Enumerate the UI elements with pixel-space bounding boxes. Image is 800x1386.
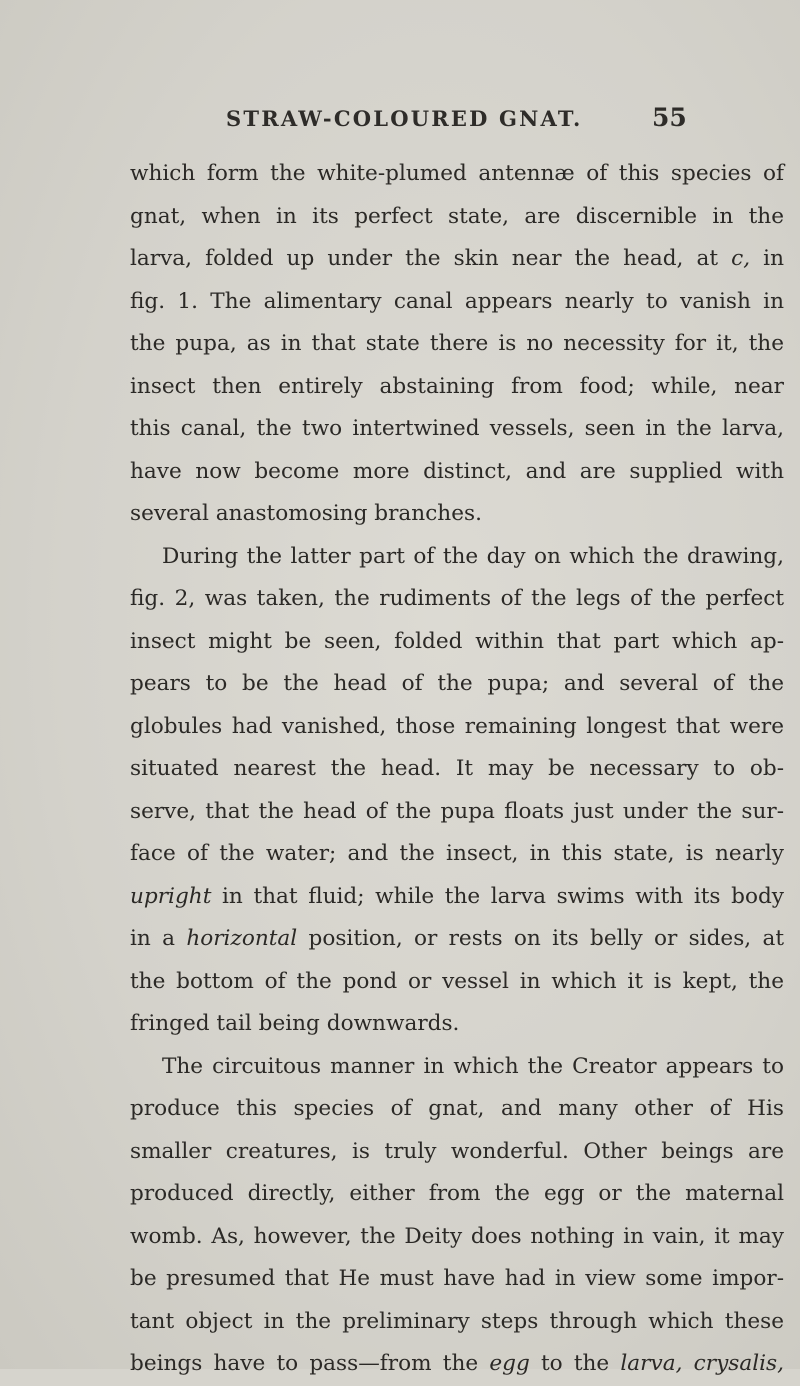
- text-line: insect might be seen, folded within that part which ap-: [130, 628, 784, 654]
- text-line: in a horizontal position, or rests on its belly or sides, at: [130, 926, 784, 951]
- text-line: have now become more distinct, and are supplied with: [130, 458, 784, 484]
- text-line: the pupa, as in that state there is no necessity for it, the: [130, 331, 784, 356]
- text-line: During the latter part of the day on which the drawing,: [162, 543, 784, 569]
- text-line: fig. 2, was taken, the rudiments of the legs of the perfect: [130, 586, 784, 611]
- text-line: face of the water; and the insect, in this state, is nearly: [130, 841, 784, 866]
- text-line: produce this species of gnat, and many other of His: [130, 1096, 784, 1121]
- text-line: The circuitous manner in which the Creator appears to: [162, 1053, 784, 1079]
- text-line: this canal, the two intertwined vessels, seen in the larva,: [130, 416, 784, 441]
- page-number: 55: [652, 103, 687, 132]
- text-line: produced directly, either from the egg or the maternal: [130, 1181, 784, 1206]
- text-line: serve, that the head of the pupa floats just under the sur-: [130, 798, 784, 824]
- running-title: STRAW-COLOURED GNAT.: [226, 106, 583, 131]
- text-line: tant object in the preliminary steps through which these: [130, 1308, 784, 1334]
- text-line: be presumed that He must have had in view some impor-: [130, 1266, 784, 1291]
- text-line: womb. As, however, the Deity does nothing in vain, it may: [130, 1223, 784, 1249]
- text-line: beings have to pass—from the egg to the larva, crysalis,: [130, 1351, 784, 1376]
- text-line: pears to be the head of the pupa; and several of the: [130, 671, 784, 696]
- text-line: gnat, when in its perfect state, are discernible in the: [130, 203, 784, 229]
- running-head: [0, 100, 800, 140]
- text-line: several anastomosing branches.: [130, 501, 482, 526]
- text-line: smaller creatures, is truly wonderful. Other beings are: [130, 1138, 784, 1164]
- text-line: situated nearest the head. It may be necessary to ob-: [130, 756, 784, 781]
- text-line: fringed tail being downwards.: [130, 1011, 460, 1036]
- text-line: globules had vanished, those remaining longest that were: [130, 713, 784, 739]
- text-line: larva, folded up under the skin near the head, at c, in: [130, 246, 784, 271]
- text-line: insect then entirely abstaining from food; while, near: [130, 373, 784, 399]
- text-line: upright in that fluid; while the larva swims with its body: [130, 883, 784, 909]
- text-line: which form the white-plumed antennæ of this species of: [130, 161, 784, 186]
- text-line: fig. 1. The alimentary canal appears nearly to vanish in: [130, 288, 784, 314]
- text-line: the bottom of the pond or vessel in which it is kept, the: [130, 968, 784, 994]
